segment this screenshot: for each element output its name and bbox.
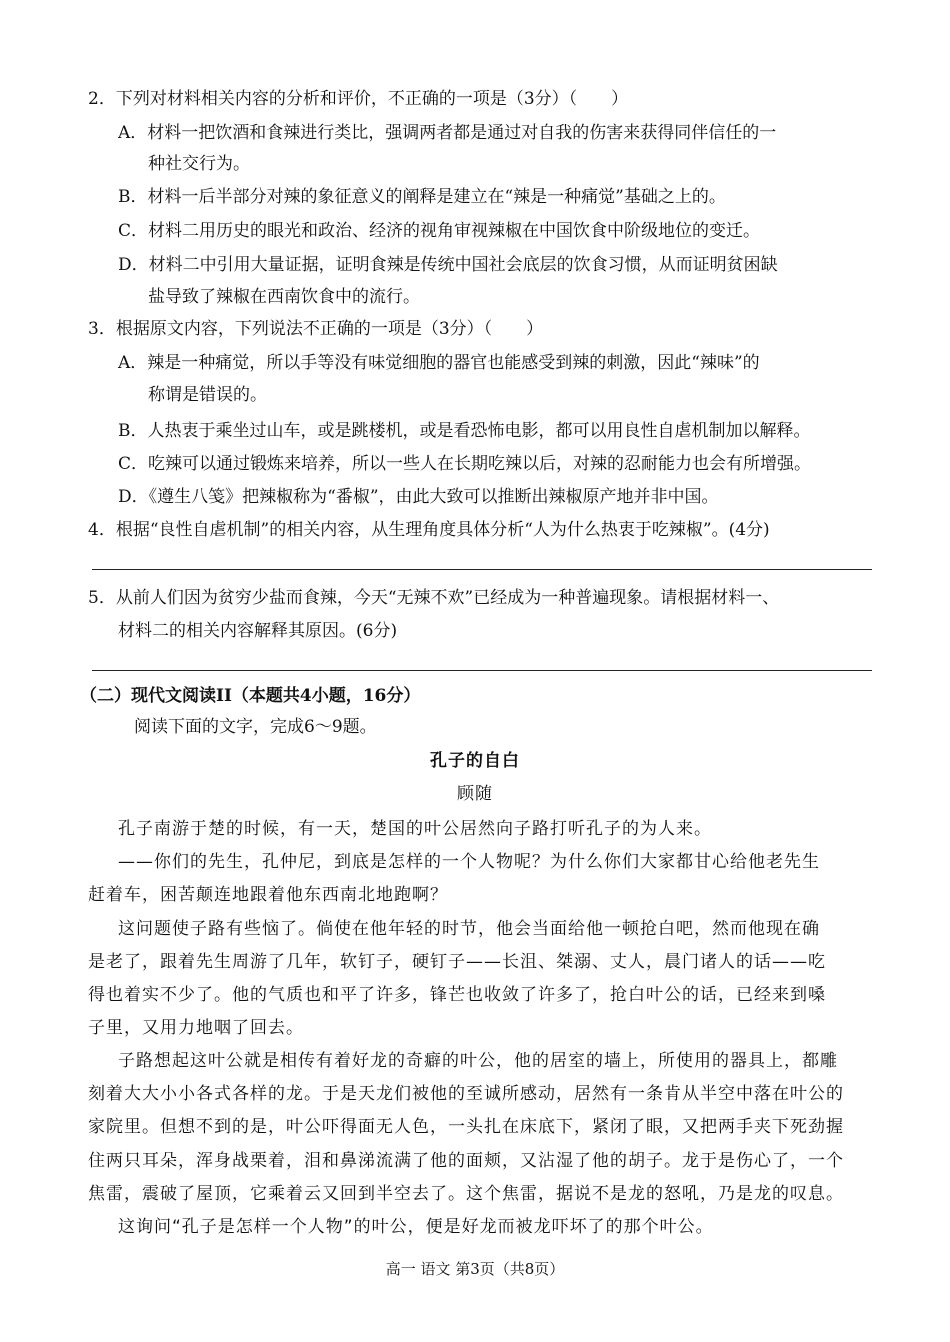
section-instruction: 阅读下面的文字，完成6～9题。: [134, 717, 377, 737]
question-2-option-c: C．材料二用历史的眼光和政治、经济的视角审视辣椒在中国饮食中阶级地位的变迁。: [118, 221, 761, 241]
article-paragraph-cont: 赶着车，困苦颠连地跟着他东西南北地跑啊？: [88, 885, 448, 905]
article-paragraph: ——你们的先生，孔仲尼，到底是怎样的一个人物呢？为什么你们大家都甘心给他老先生: [118, 852, 820, 872]
page-footer: 高一 语文 第3页（共8页）: [385, 1260, 565, 1278]
article-paragraph-cont: 得也着实不少了。他的气质也和平了许多，锋芒也收敛了许多了，抢白叶公的话，已经来到嗓: [88, 985, 826, 1005]
article-paragraph: 孔子南游于楚的时候，有一天，楚国的叶公居然向子路打听孔子的为人来。: [118, 819, 712, 839]
question-2-stem: 2．下列对材料相关内容的分析和评价，不正确的一项是（3分）（ ）: [88, 89, 629, 109]
question-2-option-b: B．材料一后半部分对辣的象征意义的阐释是建立在“辣是一种痛觉”基础之上的。: [118, 187, 726, 207]
question-3-option-a-cont: 称谓是错误的。: [148, 385, 267, 405]
question-5-stem-cont: 材料二的相关内容解释其原因。(6分): [118, 621, 398, 641]
article-paragraph-cont: 住两只耳朵，浑身战栗着，泪和鼻涕流满了他的面颊，又沾湿了他的胡子。龙于是伤心了，一个: [88, 1151, 844, 1171]
question-3-option-d: D．《遵生八笺》把辣椒称为“番椒”，由此大致可以推断出辣椒原产地并非中国。: [118, 487, 719, 507]
question-5-stem: 5．从前人们因为贫穷少盐而食辣，今天“无辣不欢”已经成为一种普遍现象。请根据材料一、: [88, 588, 780, 608]
question-5-answer-line[interactable]: [92, 670, 872, 671]
article-paragraph: 子路想起这叶公就是相传有着好龙的奇癖的叶公，他的居室的墙上，所使用的器具上，都雕: [118, 1051, 838, 1071]
article-paragraph-cont: 子里，又用力地咽了回去。: [88, 1018, 304, 1038]
question-3-option-a: A．辣是一种痛觉，所以手等没有味觉细胞的器官也能感受到辣的刺激，因此“辣味”的: [118, 353, 760, 373]
question-4-answer-line[interactable]: [92, 569, 872, 570]
article-paragraph-cont: 家院里。但想不到的是，叶公吓得面无人色，一头扎在床底下，紧闭了眼，又把两手夹下死劲握: [88, 1117, 844, 1137]
article-author: 顾随: [457, 784, 493, 804]
article-paragraph: 这问题使子路有些恼了。倘使在他年轻的时节，他会当面给他一顿抢白吧，然而他现在确: [118, 919, 820, 939]
article-paragraph: 这询问“孔子是怎样一个人物”的叶公，便是好龙而被龙吓坏了的那个叶公。: [118, 1217, 714, 1237]
question-2-option-a: A．材料一把饮酒和食辣进行类比，强调两者都是通过对自我的伤害来获得同伴信任的一: [118, 123, 777, 143]
section-heading: （二）现代文阅读II（本题共4小题，16分）: [80, 686, 421, 706]
article-paragraph-cont: 刻着大大小小各式各样的龙。于是天龙们被他的至诚所感动，居然有一条肯从半空中落在叶公的: [88, 1084, 844, 1104]
question-4-stem: 4．根据“良性自虐机制”的相关内容，从生理角度具体分析“人为什么热衷于吃辣椒”。(4分): [88, 520, 770, 540]
question-3-stem: 3．根据原文内容，下列说法不正确的一项是（3分）（ ）: [88, 319, 544, 339]
article-paragraph-cont: 是老了，跟着先生周游了几年，软钉子，硬钉子——长沮、桀溺、丈人，晨门诸人的话——吃: [88, 952, 826, 972]
question-2-option-a-cont: 种社交行为。: [148, 154, 250, 174]
question-3-option-c: C．吃辣可以通过锻炼来培养，所以一些人在长期吃辣以后，对辣的忍耐能力也会有所增强。: [118, 454, 812, 474]
question-3-option-b: B．人热衷于乘坐过山车，或是跳楼机，或是看恐怖电影，都可以用良性自虐机制加以解释。: [118, 421, 811, 441]
article-paragraph-cont: 焦雷，震破了屋顶，它乘着云又回到半空去了。这个焦雷，据说不是龙的怒吼，乃是龙的叹息。: [88, 1184, 844, 1204]
question-2-option-d: D．材料二中引用大量证据，证明食辣是传统中国社会底层的饮食习惯，从而证明贫困缺: [118, 255, 778, 275]
question-2-option-d-cont: 盐导致了辣椒在西南饮食中的流行。: [148, 287, 420, 307]
article-title: 孔子的自白: [430, 751, 520, 771]
